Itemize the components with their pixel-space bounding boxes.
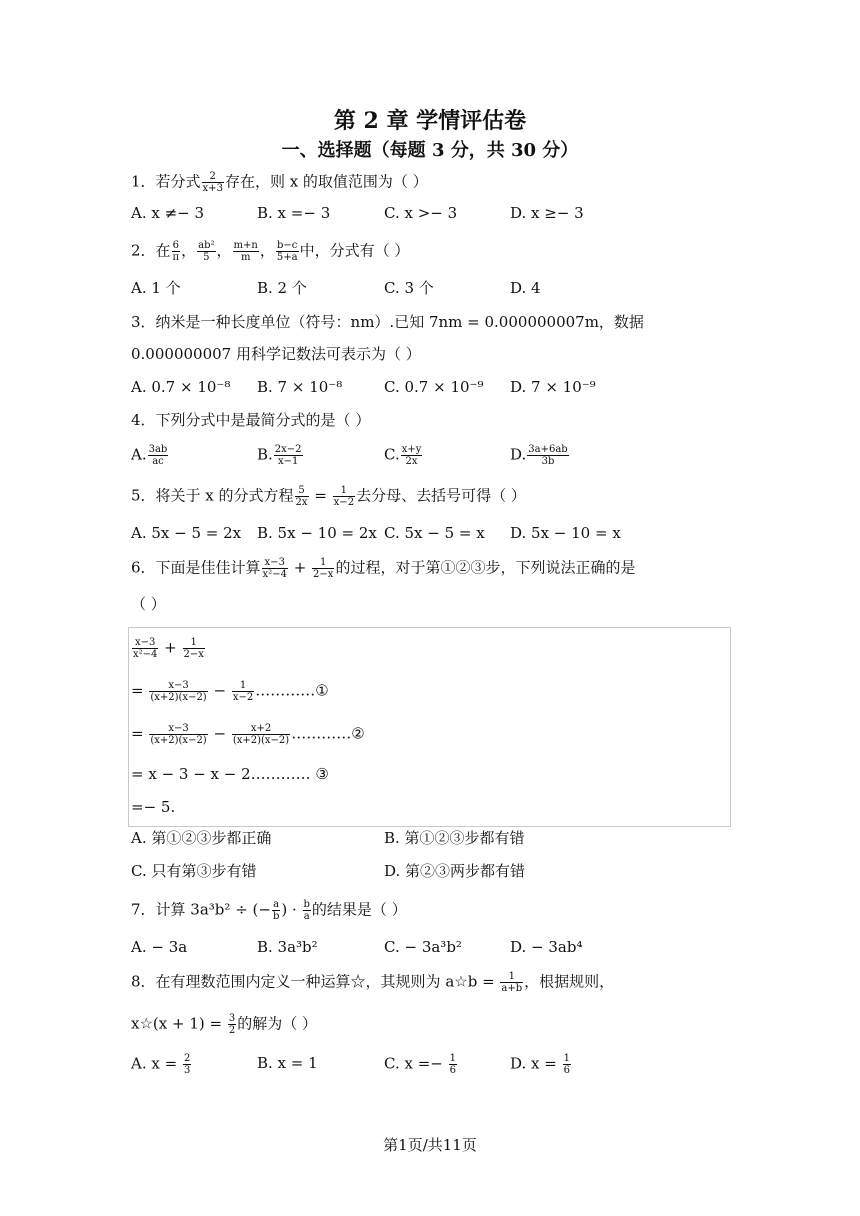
- frac-den: 2x: [405, 456, 418, 467]
- q2-frac-1: [172, 240, 181, 263]
- q2-option-c: C. 3 个: [384, 279, 434, 297]
- q7-frac-1: [272, 899, 280, 922]
- option-fraction: [449, 1053, 457, 1076]
- q4-option-c: [384, 444, 423, 467]
- q4-option-b: [257, 444, 304, 467]
- section-heading: 一、选择题（每题 3 分，共 30 分）: [281, 140, 579, 161]
- q5-equals: =: [309, 486, 332, 505]
- q7-option-b: B. 3a³b²: [257, 938, 318, 956]
- option-fraction: [563, 1053, 571, 1076]
- q7-option-a: A. − 3a: [131, 938, 188, 956]
- box-line-3: = x − 3 − x − 2………… ③: [131, 765, 329, 783]
- q7-prefix: 7．计算 3a³b² ÷ (−: [131, 900, 271, 919]
- q6-prefix: 6．下面是佳佳计算: [131, 558, 261, 577]
- question-3-line-2: 0.000000007 用科学记数法可表示为（ ）: [131, 345, 421, 363]
- frac-num: 2x−2: [274, 444, 302, 455]
- frac-num: 1: [333, 485, 355, 497]
- q2-frac-4: [276, 240, 299, 263]
- frac-den: 3b: [541, 456, 555, 467]
- frac-den: 3: [183, 1065, 191, 1076]
- frac-den: 2: [228, 1025, 236, 1036]
- frac-num: x+2: [232, 723, 290, 735]
- frac-num: x−3: [132, 637, 158, 649]
- box-frac-e: [149, 723, 207, 746]
- q3-option-d: D. 7 × 10⁻⁹: [510, 378, 596, 396]
- q2-frac-3: [233, 240, 259, 263]
- frac-num: b−c: [277, 240, 298, 251]
- q8-option-a: [131, 1053, 192, 1076]
- frac-num: 3ab: [148, 444, 168, 455]
- q6-option-d: D. 第②③两步都有错: [384, 862, 526, 880]
- frac-den: x²−4: [133, 649, 158, 660]
- q5-option-b: B. 5x − 10 = 2x: [257, 524, 377, 542]
- frac-den: 6: [449, 1065, 456, 1076]
- option-fraction: [527, 444, 568, 467]
- q1-option-c: C. x >− 3: [384, 204, 458, 222]
- frac-num: 1: [183, 637, 205, 649]
- frac-den: b: [272, 911, 280, 922]
- option-fraction: [274, 444, 303, 467]
- box-eq: =: [131, 724, 149, 743]
- question-2: 2．在 $\frac{6}{\pi}$ ， $\frac{\text{ab²}}{5}$ ， $\frac{m+n}{m}$ ， $\frac{b-c}{5+a}$ 中，分式有（ ）: [131, 240, 410, 263]
- box-line-4: =− 5.: [131, 798, 176, 816]
- frac-num: b: [303, 899, 310, 910]
- box-line-0: [131, 637, 206, 660]
- box-frac-d: [232, 680, 254, 703]
- frac-den: x+3: [202, 183, 223, 194]
- q1-prefix: 1．若分式: [131, 172, 201, 191]
- frac-den: 2x: [295, 497, 308, 508]
- q6-frac-2: [312, 557, 334, 580]
- frac-den: ac: [152, 456, 164, 467]
- frac-den: π: [172, 252, 180, 263]
- q7-suffix: 的结果是（ ）: [311, 900, 407, 919]
- box-line-1: [131, 680, 329, 703]
- page-footer: 第1页/共11页: [383, 1136, 477, 1154]
- frac-num: 1: [232, 680, 254, 692]
- box-op: −: [208, 681, 231, 700]
- q8-option-d: [510, 1053, 572, 1076]
- option-letter: A.: [131, 445, 147, 464]
- question-8-line-1: [131, 971, 614, 994]
- q1-option-b: B. x =− 3: [257, 204, 331, 222]
- q5-option-d: D. 5x − 10 = x: [510, 524, 621, 542]
- box-frac-f: [232, 723, 290, 746]
- option-text: D. x =: [510, 1054, 562, 1073]
- frac-num: 3: [228, 1013, 236, 1024]
- frac-num: 1: [449, 1053, 456, 1064]
- q7-mid: ) ·: [281, 900, 302, 919]
- q8-text-d: 的解为（ ）: [237, 1014, 317, 1033]
- option-text: B. x = 1: [257, 1054, 318, 1072]
- frac-num: m+n: [233, 240, 258, 251]
- page-title: 第 2 章 学情评估卷: [333, 108, 527, 134]
- frac-num: 1: [312, 557, 334, 569]
- box-line-2: [131, 723, 365, 746]
- q2-frac-2: [197, 240, 215, 263]
- frac-num: x−3: [149, 723, 207, 735]
- frac-num: 6: [172, 240, 180, 251]
- question-4: 4．下列分式中是最简分式的是（ ）: [131, 411, 371, 429]
- question-7: [131, 899, 407, 922]
- frac-num: x+y: [401, 444, 422, 455]
- frac-den: x−2: [333, 497, 355, 508]
- q8-frac-1: [500, 971, 523, 994]
- q6-option-b: B. 第①②③步都有错: [384, 829, 525, 847]
- q8-text-a: 8．在有理数范围内定义一种运算☆，其规则为 a☆b =: [131, 972, 500, 991]
- frac-num: ab²: [198, 240, 215, 251]
- q6-suffix: 的过程，对于第①②③步，下列说法正确的是: [335, 558, 636, 577]
- q2-option-a: A. 1 个: [131, 279, 181, 297]
- frac-den: x²−4: [262, 569, 287, 580]
- q7-option-d: D. − 3ab⁴: [510, 938, 583, 956]
- frac-num: 3a+6ab: [528, 444, 568, 455]
- option-fraction: [183, 1053, 191, 1076]
- option-text: C. x =−: [384, 1054, 448, 1073]
- question-6-line-1: [131, 557, 635, 580]
- option-fraction: [401, 444, 423, 467]
- q1-option-a: A. x ≠− 3: [131, 204, 205, 222]
- box-step-marker: …………②: [291, 724, 365, 743]
- frac-den: x−1: [277, 456, 299, 467]
- q5-frac-1: [295, 485, 309, 508]
- q2-suffix: 中，分式有（ ）: [299, 241, 410, 260]
- frac-den: a: [303, 911, 310, 922]
- q8-text-c: x☆(x + 1) =: [131, 1014, 227, 1033]
- frac-num: x−3: [149, 680, 207, 692]
- box-frac-a: [132, 637, 158, 660]
- box-frac-b: [183, 637, 205, 660]
- q2-prefix: 2．在: [131, 241, 171, 260]
- frac-num: 2: [183, 1053, 191, 1064]
- question-5: [131, 485, 526, 508]
- q3-option-c: C. 0.7 × 10⁻⁹: [384, 378, 484, 396]
- q2-option-b: B. 2 个: [257, 279, 307, 297]
- box-op: +: [159, 638, 182, 657]
- q6-frac-1: [262, 557, 288, 580]
- frac-den: 2−x: [183, 649, 204, 660]
- q6-plus: +: [288, 558, 312, 577]
- q6-option-c: C. 只有第③步有错: [131, 862, 257, 880]
- q1-option-d: D. x ≥− 3: [510, 204, 584, 222]
- frac-num: 1: [500, 971, 523, 983]
- q4-option-a: [131, 444, 169, 467]
- q7-frac-2: [303, 899, 311, 922]
- frac-den: (x+2)(x−2): [232, 735, 290, 746]
- frac-den: (x+2)(x−2): [150, 692, 207, 703]
- q1-fraction: [202, 171, 224, 194]
- box-eq: =: [131, 681, 149, 700]
- question-8-line-2: [131, 1013, 317, 1036]
- q5-suffix: 去分母、去括号可得（ ）: [356, 486, 526, 505]
- frac-num: 5: [295, 485, 309, 497]
- frac-den: 6: [563, 1065, 570, 1076]
- q2-option-d: D. 4: [510, 279, 541, 297]
- q8-frac-2: [228, 1013, 236, 1036]
- q3-option-a: A. 0.7 × 10⁻⁸: [131, 378, 231, 396]
- q1-suffix: 存在，则 x 的取值范围为（ ）: [224, 172, 428, 191]
- q7-option-c: C. − 3a³b²: [384, 938, 462, 956]
- option-letter: D.: [510, 445, 527, 464]
- box-step-marker: …………①: [255, 681, 329, 700]
- box-frac-c: [149, 680, 207, 703]
- option-letter: B.: [257, 445, 273, 464]
- frac-num: a: [273, 899, 280, 910]
- frac-num: 2: [202, 171, 224, 183]
- q5-option-c: C. 5x − 5 = x: [384, 524, 485, 542]
- q8-option-b: [257, 1053, 318, 1073]
- question-3-line-1: 3．纳米是一种长度单位（符号：nm）.已知 7nm = 0.000000007m，数据: [131, 313, 644, 331]
- frac-den: (x+2)(x−2): [150, 735, 207, 746]
- frac-den: 5+a: [276, 252, 298, 263]
- frac-num: x−3: [262, 557, 288, 569]
- question-1: [131, 171, 428, 194]
- option-letter: C.: [384, 445, 400, 464]
- option-text: A. x =: [131, 1054, 182, 1073]
- question-6-line-2: （ ）: [131, 595, 166, 613]
- q4-option-d: [510, 444, 570, 467]
- q6-option-a: A. 第①②③步都正确: [131, 829, 272, 847]
- q8-text-b: ，根据规则，: [524, 972, 615, 991]
- frac-den: a+b: [501, 983, 523, 994]
- frac-den: 5: [203, 252, 210, 263]
- q5-frac-2: [333, 485, 355, 508]
- option-fraction: [148, 444, 169, 467]
- q5-prefix: 5．将关于 x 的分式方程: [131, 486, 294, 505]
- frac-den: m: [240, 252, 251, 263]
- q8-option-c: [384, 1053, 458, 1076]
- frac-num: 1: [563, 1053, 570, 1064]
- q3-option-b: B. 7 × 10⁻⁸: [257, 378, 343, 396]
- q5-option-a: A. 5x − 5 = 2x: [131, 524, 242, 542]
- box-op: −: [208, 724, 231, 743]
- frac-den: x−2: [232, 692, 254, 703]
- frac-den: 2−x: [313, 569, 334, 580]
